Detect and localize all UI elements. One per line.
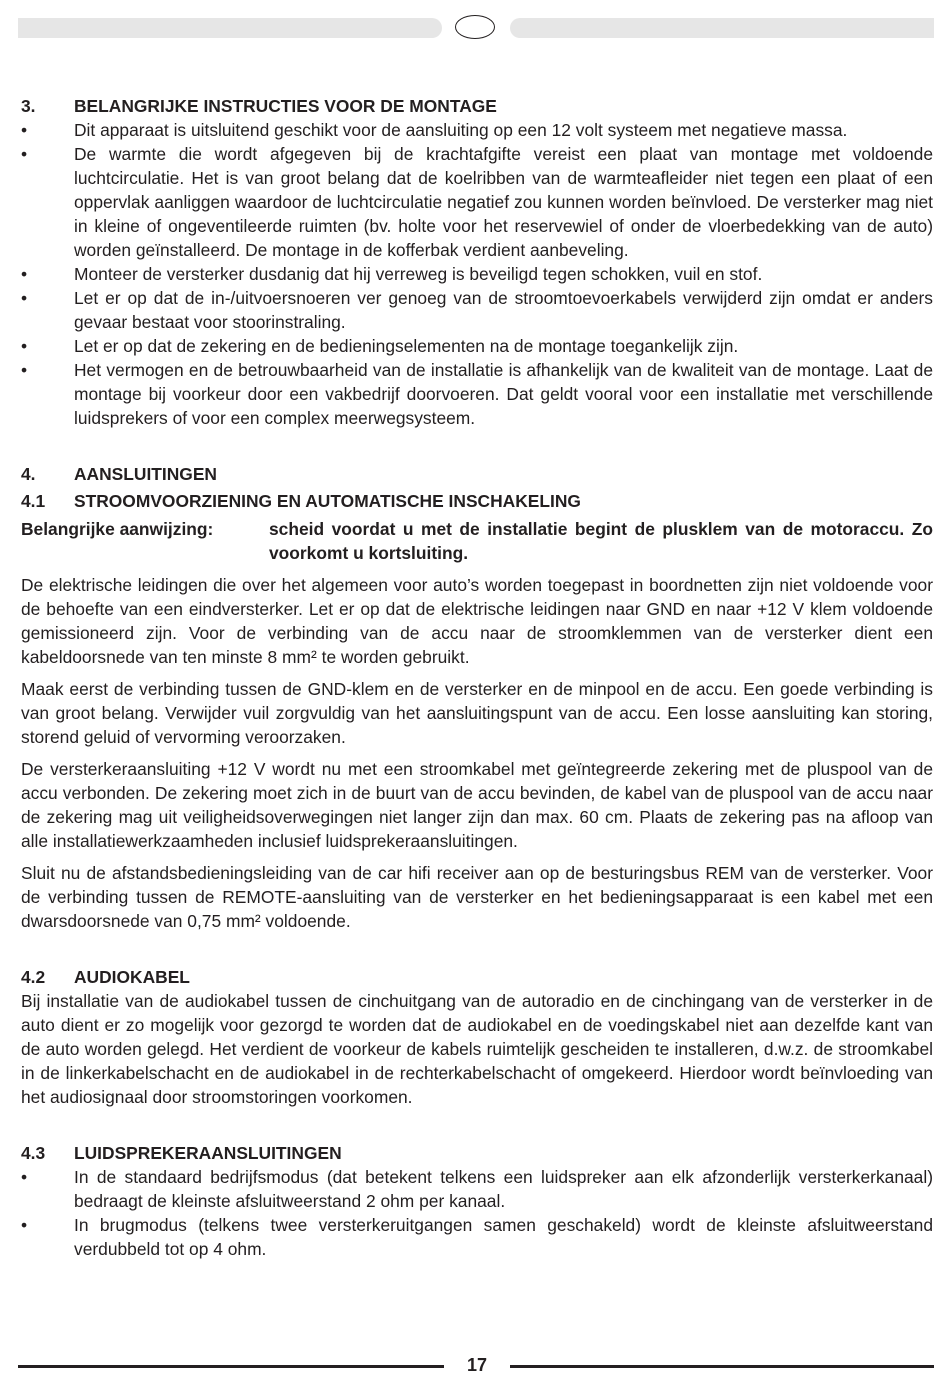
section-4-title: AANSLUITINGEN [74,464,217,484]
header-bar-right [510,18,934,38]
section-4-3-title: LUIDSPREKERAANSLUITINGEN [74,1143,342,1163]
page-number: 17 [466,1355,488,1375]
list-item: • De warmte die wordt afgegeven bij de krachtafgifte vereist een plaat van montage met voldoende luchtcirculatie. Het is van groot belang dat de koelribben van de warmteafleider niet tegen een plaat of een oppervlak aanliggen waardoor de luchtcirculatie negatief zou kunnen worden beïnvloed. De versterker mag niet in kleine of ongeventileerde ruimten (bv. holte voor het reservewiel of onder de vloerbedekking van de auto) worden geïnstalleerd. De montage in de kofferbak verdient aanbeveling. [21,144,933,260]
list-item: • Let er op dat de zekering en de bedieningselementen na de montage toegankelijk zijn. [21,336,739,356]
footer-rule-right [510,1365,934,1368]
important-note [21,517,933,565]
language-badge [455,15,495,39]
note-label: Belangrijke aanwijzing: [21,519,214,539]
section-4-1-title: STROOMVOORZIENING EN AUTOMATISCHE INSCHAKELING [74,491,581,511]
section-4-3-heading: 4.3 LUIDSPREKERAANSLUITINGEN [21,1143,342,1163]
header-bar-left [18,18,442,38]
note-text: scheid voordat u met de installatie begint de plusklem van de motoraccu. Zo voorkomt u kortsluiting. [269,519,933,563]
list-item: • In brugmodus (telkens twee versterkeruitgangen samen geschakeld) wordt de kleinste afsluitweerstand verdubbeld tot op 4 ohm. [21,1215,933,1259]
paragraph: De elektrische leidingen die over het algemeen voor auto’s worden toegepast in boordnetten zijn niet voldoende voor de behoefte van een eindversterker. Let er op dat de elektrische leidingen naar GND en naar +12 V klem voldoende gemissioneerd zijn. Voor de verbinding van de accu naar de stroomklemmen van de versterker dient een kabeldoorsnede van ten minste 8 mm² te worden gebruikt. [21,575,933,667]
list-item: • Let er op dat de in-/uitvoersnoeren ver genoeg van de stroomtoevoerkabels verwijderd zijn omdat er anders gevaar bestaat voor stoorinstraling. [21,288,933,332]
section-4-2-heading: 4.2 AUDIOKABEL [21,967,190,987]
paragraph: De versterkeraansluiting +12 V wordt nu met een stroomkabel met geïntegreerde zekering met de pluspool van de accu verbonden. De zekering moet zich in de buurt van de accu bevinden, de kabel van de pluspool van de accu naar de zekering mag uit veiligheidsoverwegingen niet langer zijn dan max. 60 cm. Plaats de zekering pas na afloop van alle installatiewerkzaamheden inclusief luidsprekeraansluitingen. [21,759,933,851]
paragraph: Maak eerst de verbinding tussen de GND-klem en de versterker en de minpool en de accu. Een goede verbinding is van groot belang. Verwijder vuil zorgvuldig van het aansluitingspunt van de accu. Een losse aansluiting kan storing, storend geluid of vervorming veroorzaken. [21,679,933,747]
list-item: • Het vermogen en de betrouwbaarheid van de installatie is afhankelijk van de kwaliteit van de montage. Laat de montage bij voorkeur door een vakbedrijf doorvoeren. Dat geldt vooral voor een installatie met verschillende luidsprekers of voor een complex meerwegsysteem. [21,360,933,428]
list-item: • Dit apparaat is uitsluitend geschikt voor de aansluiting op een 12 volt systeem met negatieve massa. [21,120,848,140]
section-4-heading: 4. AANSLUITINGEN [21,464,217,484]
paragraph: Bij installatie van de audiokabel tussen de cinchuitgang van de autoradio en de cinchingang van de versterker in de auto dient er zo mogelijk voor gezorgd te worden dat de audiokabel en de voedingskabel niet aan dezelfde kant van de auto worden gelegd. Het verdient de voorkeur de kabels ruimtelijk gescheiden te installeren, d.w.z. de stroomkabel in de linkerkabelschacht en de audiokabel in de rechterkabelschacht of omgekeerd. Hierdoor wordt beïnvloeding van het audiosignaal door stroomstoringen voorkomen. [21,991,933,1107]
page-content [21,94,933,1261]
paragraph: Sluit nu de afstandsbedieningsleiding van de car hifi receiver aan op de besturingsbus REM van de versterker. Voor de verbinding tussen de REMOTE-aansluiting van de versterker en het bedieningsapparaat is een kabel met een dwarsdoorsnede van 0,75 mm² voldoende. [21,863,933,931]
section-4-2-title: AUDIOKABEL [74,967,190,987]
list-item: • In de standaard bedrijfsmodus (dat betekent telkens een luidspreker aan elk afzonderlijk versterkerkanaal) bedraagt de kleinste afsluitweerstand 2 ohm per kanaal. [21,1167,933,1211]
section-3-title: BELANGRIJKE INSTRUCTIES VOOR DE MONTAGE [74,96,497,116]
section-4-1-heading: 4.1 STROOMVOORZIENING EN AUTOMATISCHE INSCHAKELING [21,491,581,511]
list-item: • Monteer de versterker dusdanig dat hij verreweg is beveiligd tegen schokken, vuil en stof. [21,264,763,284]
footer-rule-left [18,1365,444,1368]
section-3-heading: 3. BELANGRIJKE INSTRUCTIES VOOR DE MONTAGE [21,96,497,116]
